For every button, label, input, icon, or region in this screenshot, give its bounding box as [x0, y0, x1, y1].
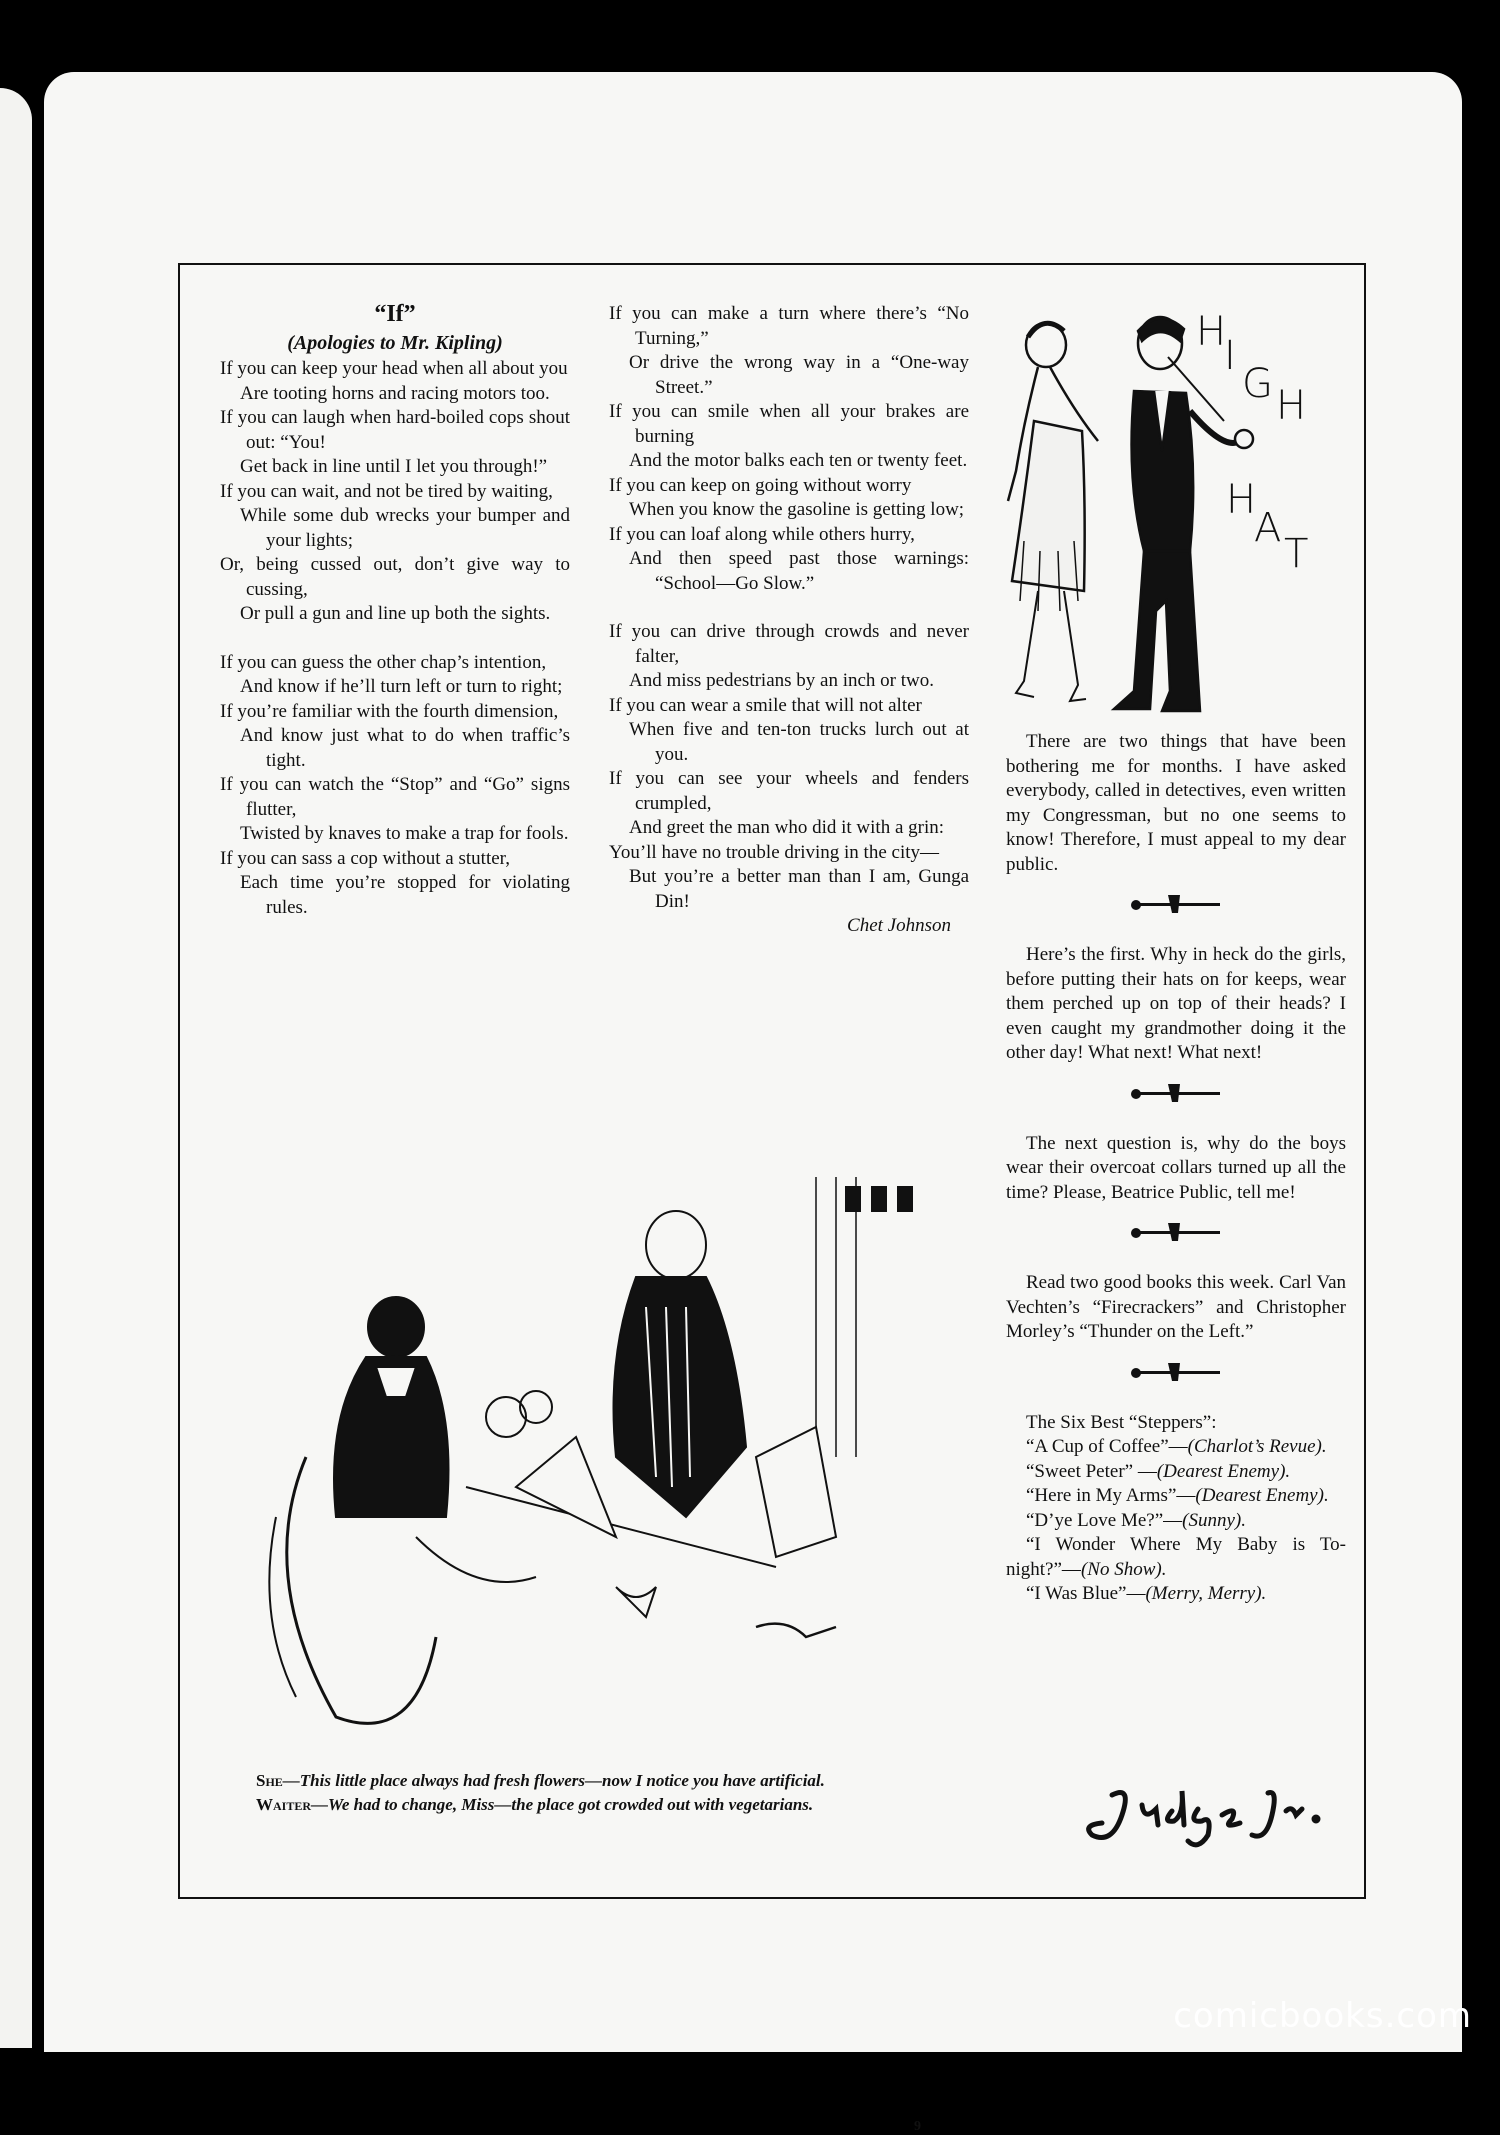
- caption-waiter-line: [220, 1793, 960, 1817]
- dancing-couple-illustration: [994, 301, 1350, 721]
- stepper-item: [1006, 1533, 1346, 1582]
- stanza-gap: [220, 627, 570, 651]
- judge-jr-column: [1006, 730, 1346, 1607]
- poem-line: If you can see your wheels and fenders crumpled,: [609, 768, 969, 814]
- poem-line: And know if he’ll turn left or turn to right;: [240, 676, 563, 697]
- poem-line: And know just what to do when traffic’s tight.: [240, 725, 570, 771]
- restaurant-cartoon: [216, 1157, 936, 1757]
- stepper-song: “D’ye Love Me?”—: [1026, 1509, 1183, 1531]
- poem-line: Each time you’re stopped for violating rules.: [240, 872, 570, 918]
- stepper-show: (Dearest Enemy).: [1195, 1485, 1329, 1506]
- watermark: comicbooks.com: [1173, 1996, 1472, 2036]
- previous-page-edge: [0, 88, 32, 2048]
- poem-line: While some dub wrecks your bumper and your lights;: [240, 505, 570, 551]
- stepper-show: (Sunny).: [1182, 1509, 1246, 1531]
- poem-line: Or drive the wrong way in a “One-way Street.”: [629, 352, 969, 398]
- poem-line: And miss pedestrians by an inch or two.: [629, 670, 935, 691]
- poem-line: Twisted by knaves to make a trap for fools.: [240, 823, 569, 844]
- poem-column-1: [220, 302, 570, 920]
- poem-line: If you can drive through crowds and never falter,: [609, 621, 969, 667]
- pipe-ornament-icon: [1128, 1361, 1224, 1383]
- pipe-ornament-icon: [1128, 1082, 1224, 1104]
- cartoon-caption: [220, 1769, 960, 1817]
- stepper-song: “Sweet Peter” —: [1026, 1460, 1157, 1482]
- stepper-item: [1006, 1484, 1346, 1509]
- stepper-item: [1006, 1435, 1346, 1460]
- poem-title: “If”: [374, 301, 416, 327]
- poem-stanzas-1: [220, 357, 570, 920]
- caption-waiter-text: —We had to change, Miss—the place got crowded out with vegetarians.: [311, 1795, 814, 1814]
- poem-line: Get back in line until I let you through!”: [240, 456, 548, 477]
- heading-letter-i: I: [1224, 333, 1236, 379]
- steppers-list: [1006, 1435, 1346, 1607]
- caption-she-text: —This little place always had fresh flowers—now I notice you have artificial.: [282, 1771, 825, 1790]
- poem-line: Or pull a gun and line up both the sights.: [240, 603, 551, 624]
- poem-line: If you can keep your head when all about you: [220, 358, 568, 379]
- poem-line: If you’re familiar with the fourth dimension,: [220, 700, 559, 722]
- stepper-song: “I Was Blue”—: [1026, 1583, 1146, 1604]
- magazine-page: [44, 72, 1462, 2134]
- poem-line: If you can make a turn where there’s “No Turning,”: [609, 303, 969, 349]
- poem-line: If you can wear a smile that will not alter: [609, 694, 922, 716]
- pipe-ornament-icon: [1128, 1221, 1224, 1243]
- stepper-show: (Dearest Enemy).: [1156, 1460, 1291, 1482]
- stepper-song: “Here in My Arms”—: [1026, 1485, 1196, 1506]
- stepper-song: “I Wonder Where My Baby is To-night?”—: [1006, 1534, 1346, 1580]
- stepper-show: (Merry, Merry).: [1145, 1583, 1267, 1604]
- poem-line: Or, being cussed out, don’t give way to cussing,: [220, 554, 570, 600]
- poem-line: If you can wait, and not be tired by waiting,: [220, 480, 553, 502]
- poem-line: If you can watch the “Stop” and “Go” signs flutter,: [220, 774, 570, 820]
- poem-line: And greet the man who did it with a grin:: [629, 817, 945, 838]
- poem-line: If you can keep on going without worry: [609, 474, 912, 496]
- poem-column-2: [609, 302, 969, 939]
- page-number: 9: [914, 2119, 921, 2134]
- stepper-show: (Charlot’s Revue).: [1187, 1436, 1327, 1457]
- poem-line: You’ll have no trouble driving in the city—: [609, 841, 940, 863]
- heading-letter-t: T: [1284, 531, 1309, 577]
- poem-line: When you know the gasoline is getting low;: [629, 499, 965, 520]
- caption-speaker-waiter: Waiter: [256, 1795, 312, 1814]
- poem-author: Chet Johnson: [847, 915, 951, 936]
- stanza-gap: [609, 596, 969, 620]
- caption-she-line: [220, 1769, 960, 1793]
- column-paragraph-3: The next question is, why do the boys wear their overcoat collars turned up all the time? Please, Beatrice Public, tell me!: [1006, 1132, 1346, 1203]
- heading-letter-g: G: [1242, 361, 1273, 407]
- stepper-song: “A Cup of Coffee”—: [1026, 1436, 1188, 1457]
- poem-subtitle: (Apologies to Mr. Kipling): [287, 331, 503, 354]
- poem-line: Are tooting horns and racing motors too.: [240, 382, 550, 404]
- poem-line: If you can laugh when hard-boiled cops shout out: “You!: [220, 407, 570, 453]
- pipe-ornament-icon: [1128, 893, 1224, 915]
- poem-line: If you can guess the other chap’s intention,: [220, 651, 547, 673]
- poem-line: And the motor balks each ten or twenty feet.: [629, 450, 968, 471]
- heading-letter-a: A: [1254, 505, 1282, 551]
- caption-speaker-she: She: [256, 1771, 283, 1790]
- stepper-item: [1006, 1509, 1346, 1534]
- stepper-show: (No Show).: [1080, 1558, 1167, 1580]
- poem-line: When five and ten-ton trucks lurch out at you.: [629, 719, 969, 765]
- stepper-item: [1006, 1460, 1346, 1485]
- heading-letter-h3: H: [1226, 477, 1257, 523]
- heading-letter-h1: H: [1196, 309, 1227, 355]
- restaurant-cartoon-drawing: [216, 1157, 936, 1757]
- poem-line: And then speed past those warnings: “School—Go Slow.”: [629, 548, 969, 594]
- column-paragraph-4: Read two good books this week. Carl Van Vechten’s “Firecrackers” and Christopher Morley’s “Thunder on the Left.”: [1006, 1272, 1346, 1342]
- judge-jr-signature: [1072, 1775, 1332, 1855]
- column-paragraph-1: There are two things that have been bothering me for months. I have asked everybody, called in detectives, even written my Congressman, but no one seems to know! Therefore, I must appeal to my dear public.: [1006, 731, 1346, 875]
- high-hat-illustration: [994, 301, 1350, 721]
- poem-line: If you can smile when all your brakes are burning: [609, 401, 969, 447]
- stepper-item: [1006, 1582, 1346, 1607]
- poem-line: But you’re a better man than I am, Gunga Din!: [629, 866, 969, 912]
- steppers-title: The Six Best “Steppers”:: [1026, 1411, 1217, 1433]
- heading-letter-h2: H: [1276, 383, 1307, 429]
- poem-stanzas-2: [609, 302, 969, 914]
- poem-line: If you can sass a cop without a stutter,: [220, 847, 510, 869]
- column-paragraph-2: Here’s the first. Why in heck do the girls, before putting their hats on for keeps, wear them perched up on top of their heads? I even caught my grandmother doing it the other day! What next! What next!: [1006, 944, 1346, 1063]
- poem-line: If you can loaf along while others hurry,: [609, 523, 915, 545]
